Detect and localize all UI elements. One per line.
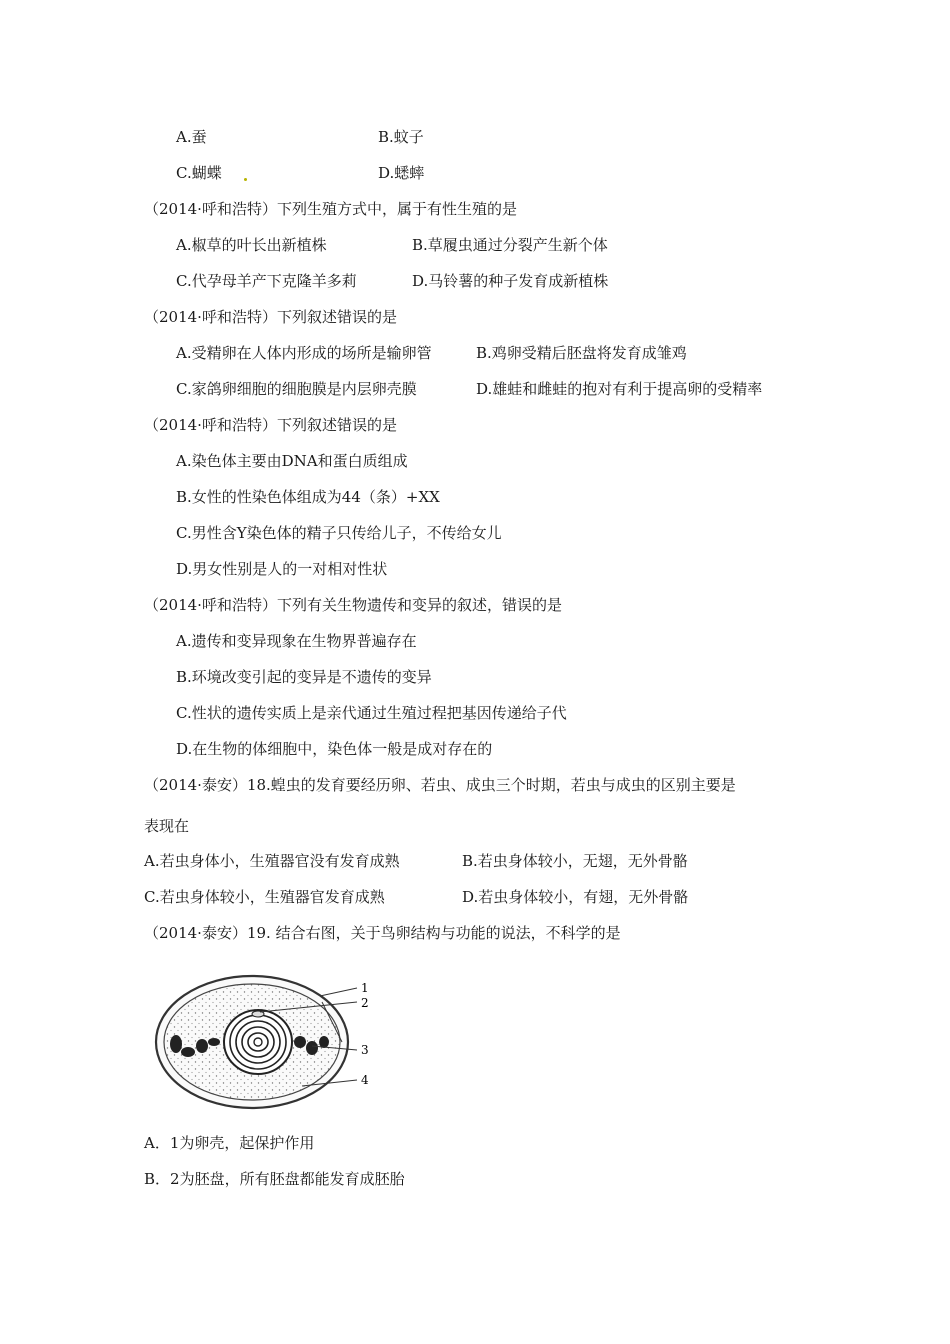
option-c: C.蝴蝶 — [176, 164, 222, 182]
option-c: C.若虫身体较小，生殖器官发育成熟 — [144, 888, 385, 906]
option-a: A．1为卵壳，起保护作用 — [144, 1134, 315, 1152]
label-3: 3 — [361, 1043, 369, 1057]
option-b: B.若虫身体较小，无翅，无外骨骼 — [462, 852, 688, 870]
option-b: B.鸡卵受精后胚盘将发育成雏鸡 — [476, 344, 687, 362]
label-2: 2 — [361, 996, 369, 1010]
option-d: D.在生物的体细胞中，染色体一般是成对存在的 — [176, 740, 493, 758]
bird-egg-diagram — [152, 962, 382, 1122]
option-b: B.女性的性染色体组成为44（条）+XX — [176, 488, 440, 506]
option-c: C.男性含Y染色体的精子只传给儿子，不传给女儿 — [176, 524, 502, 542]
question-stem: （2014·泰安）19. 结合右图，关于鸟卵结构与功能的说法，不科学的是 — [144, 924, 621, 942]
question-stem: （2014·泰安）18.蝗虫的发育要经历卵、若虫、成虫三个时期，若虫与成虫的区别主要是 — [144, 776, 736, 794]
question-stem: （2014·呼和浩特）下列叙述错误的是 — [144, 416, 397, 434]
option-c: C.性状的遗传实质上是亲代通过生殖过程把基因传递给子代 — [176, 704, 567, 722]
option-a: A.遗传和变异现象在生物界普遍存在 — [176, 632, 417, 650]
label-4: 4 — [361, 1073, 369, 1087]
option-d: D.若虫身体较小，有翅，无外骨骼 — [462, 888, 689, 906]
option-a: A.椒草的叶长出新植株 — [176, 236, 327, 254]
option-d: D.马铃薯的种子发育成新植株 — [412, 272, 609, 290]
option-b: B.环境改变引起的变异是不遗传的变异 — [176, 668, 432, 686]
option-b: B.草履虫通过分裂产生新个体 — [412, 236, 608, 254]
option-a: A.染色体主要由DNA和蛋白质组成 — [176, 452, 408, 470]
option-a: A.受精卵在人体内形成的场所是输卵管 — [176, 344, 432, 362]
option-c: C.家鸽卵细胞的细胞膜是内层卵壳膜 — [176, 380, 417, 398]
question-stem-continued: 表现在 — [144, 817, 190, 835]
option-b: B．2为胚盘，所有胚盘都能发育成胚胎 — [144, 1170, 405, 1188]
option-d: D.蟋蟀 — [378, 164, 425, 182]
label-1: 1 — [361, 981, 369, 995]
question-stem: （2014·呼和浩特）下列生殖方式中，属于有性生殖的是 — [144, 200, 517, 218]
yolk — [224, 1010, 292, 1074]
stray-dot — [244, 178, 247, 181]
option-d: D.男女性别是人的一对相对性状 — [176, 560, 388, 578]
bird-egg-svg — [152, 962, 382, 1122]
option-b: B.蚊子 — [378, 128, 424, 146]
option-c: C.代孕母羊产下克隆羊多莉 — [176, 272, 357, 290]
option-a: A.若虫身体小，生殖器官没有发育成熟 — [144, 852, 400, 870]
option-a: A.蚕 — [176, 128, 207, 146]
option-d: D.雄蛙和雌蛙的抱对有利于提高卵的受精率 — [476, 380, 763, 398]
question-stem: （2014·呼和浩特）下列叙述错误的是 — [144, 308, 397, 326]
question-stem: （2014·呼和浩特）下列有关生物遗传和变异的叙述，错误的是 — [144, 596, 562, 614]
